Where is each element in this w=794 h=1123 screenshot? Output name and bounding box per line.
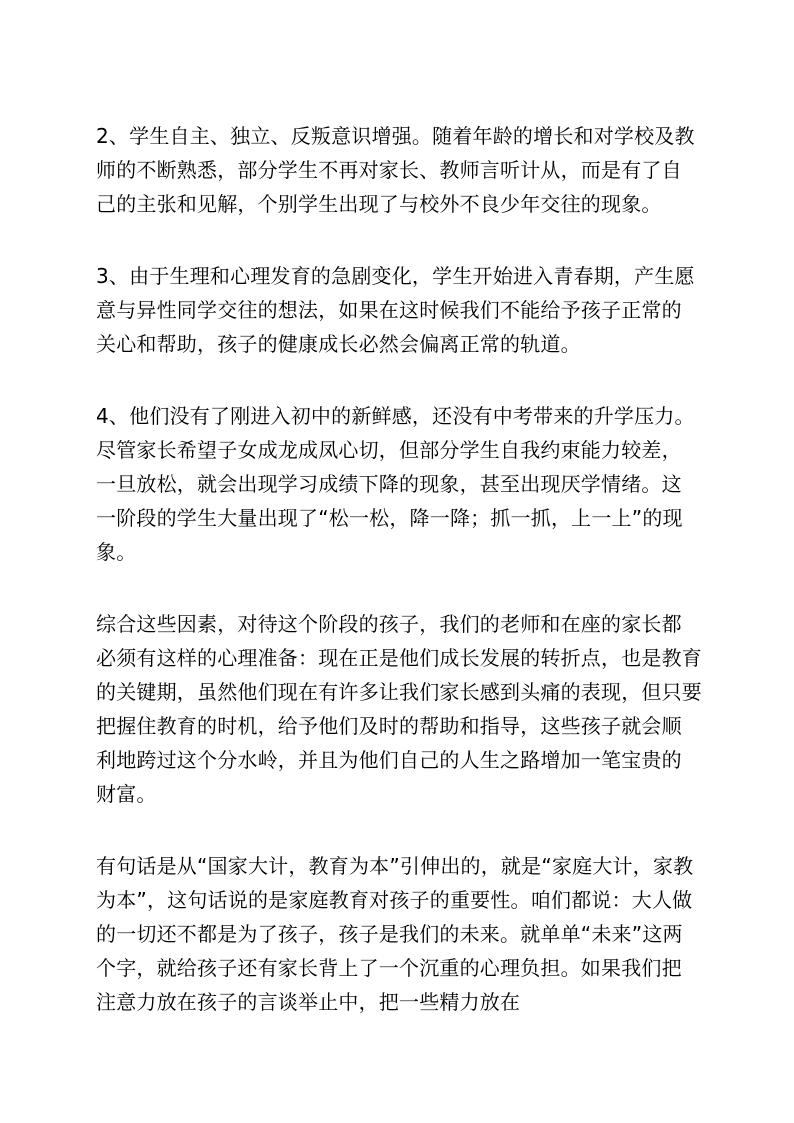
text-line: 尽管家长希望子女成龙成凤心切，但部分学生自我约束能力较差， [96, 438, 682, 462]
paragraph-point-2 [96, 119, 706, 221]
text-line: 综合这些因素，对待这个阶段的孩子，我们的老师和在座的家长都 [96, 612, 682, 636]
text-line: 一旦放松，就会出现学习成绩下降的现象，甚至出现厌学情绪。这 [96, 472, 682, 496]
paragraph-point-4 [96, 399, 706, 569]
text-line: 4、他们没有了刚进入初中的新鲜感，还没有中考带来的升学压力。 [96, 404, 695, 428]
text-line: 有句话是从“国家大计，教育为本”引伸出的，就是“家庭大计，家教 [96, 854, 694, 878]
text-line: 的一切还不都是为了孩子，孩子是我们的未来。就单单“未来”这两 [96, 922, 683, 946]
text-line: 2、学生自主、独立、反叛意识增强。随着年龄的增长和对学校及教 [96, 124, 695, 148]
text-line: 己的主张和见解，个别学生出现了与校外不良少年交往的现象。 [96, 192, 662, 216]
text-line: 一阶段的学生大量出现了“松一松，降一降；抓一抓，上一上”的现 [96, 506, 683, 530]
paragraph-point-3 [96, 259, 706, 361]
text-line: 的关键期，虽然他们现在有许多让我们家长感到头痛的表现，但只要 [96, 680, 702, 704]
document-page [96, 119, 706, 1057]
text-line: 师的不断熟悉，部分学生不再对家长、教师言听计从，而是有了自 [96, 158, 682, 182]
text-line: 为本”，这句话说的是家庭教育对孩子的重要性。咱们都说：大人做 [96, 888, 693, 912]
paragraph-family-education [96, 849, 706, 1019]
text-line: 意与异性同学交往的想法，如果在这时候我们不能给予孩子正常的 [96, 298, 682, 322]
text-line: 象。 [96, 540, 137, 564]
text-line: 个字，就给孩子还有家长背上了一个沉重的心理负担。如果我们把 [96, 956, 682, 980]
text-line: 财富。 [96, 782, 157, 806]
text-line: 必须有这样的心理准备：现在正是他们成长发展的转折点，也是教育 [96, 646, 702, 670]
paragraph-summary [96, 607, 706, 811]
text-line: 关心和帮助，孩子的健康成长必然会偏离正常的轨道。 [96, 332, 581, 356]
text-line: 利地跨过这个分水岭，并且为他们自己的人生之路增加一笔宝贵的 [96, 748, 682, 772]
text-line: 把握住教育的时机，给予他们及时的帮助和指导，这些孩子就会顺 [96, 714, 682, 738]
text-line: 注意力放在孩子的言谈举止中，把一些精力放在 [96, 990, 521, 1014]
text-line: 3、由于生理和心理发育的急剧变化，学生开始进入青春期，产生愿 [96, 264, 695, 288]
